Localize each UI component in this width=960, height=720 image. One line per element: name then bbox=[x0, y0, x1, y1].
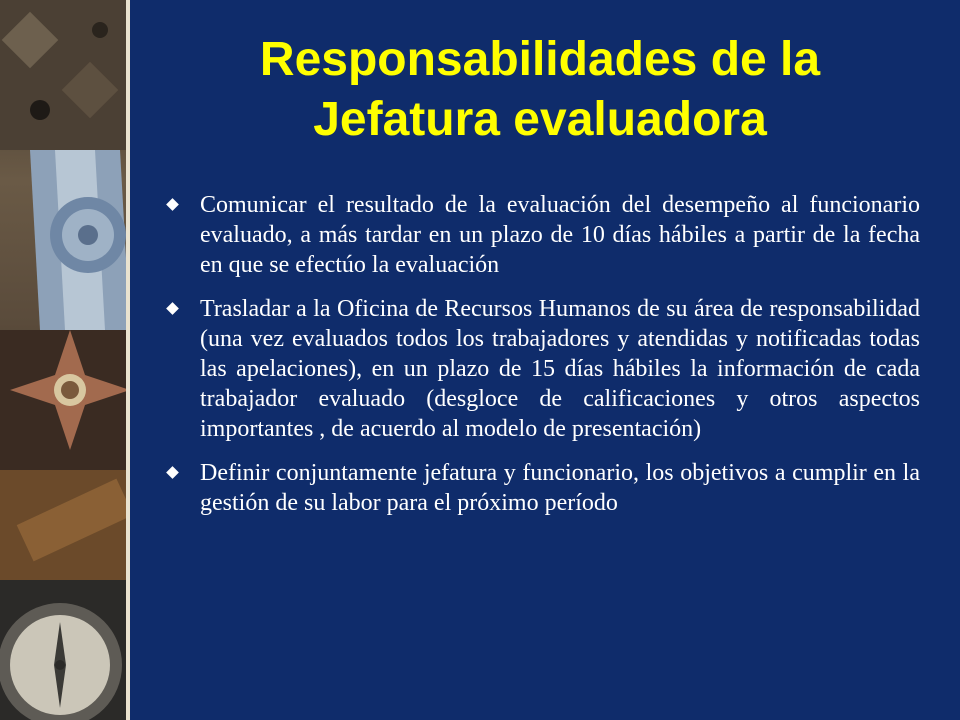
medals-compass-image bbox=[0, 0, 130, 720]
diamond-bullet-icon bbox=[166, 302, 179, 315]
strip-border bbox=[126, 0, 130, 720]
bullet-text: Definir conjuntamente jefatura y funcionario, los objetivos a cumplir en la gestión de su labor para el próximo período bbox=[200, 460, 920, 516]
diamond-bullet-icon bbox=[166, 198, 179, 211]
slide-title bbox=[140, 30, 940, 150]
title-line-2: Jefatura evaluadora bbox=[313, 93, 767, 146]
bullet-list bbox=[160, 190, 920, 532]
bullet-text: Comunicar el resultado de la evaluación del desempeño al funcionario evaluado, a más tardar en un plazo de 10 días hábiles a partir de la fecha en que se efectúo la evaluación bbox=[200, 192, 920, 278]
bullet-item bbox=[160, 190, 920, 280]
title-line-1: Responsabilidades de la bbox=[259, 33, 821, 86]
bullet-text: Trasladar a la Oficina de Recursos Humanos de su área de responsabilidad (una vez evaluados todos los trabajadores y atendidas y notificadas todas las apelaciones), en un plazo de 15 días hábiles la información de cada trabajador evaluado (desgloce de calificaciones y otros aspectos importantes , de acuerdo al modelo de presentación) bbox=[200, 296, 920, 442]
bullet-item bbox=[160, 458, 920, 518]
bullet-item bbox=[160, 294, 920, 444]
decorative-photo-strip bbox=[0, 0, 130, 720]
diamond-bullet-icon bbox=[166, 466, 179, 479]
